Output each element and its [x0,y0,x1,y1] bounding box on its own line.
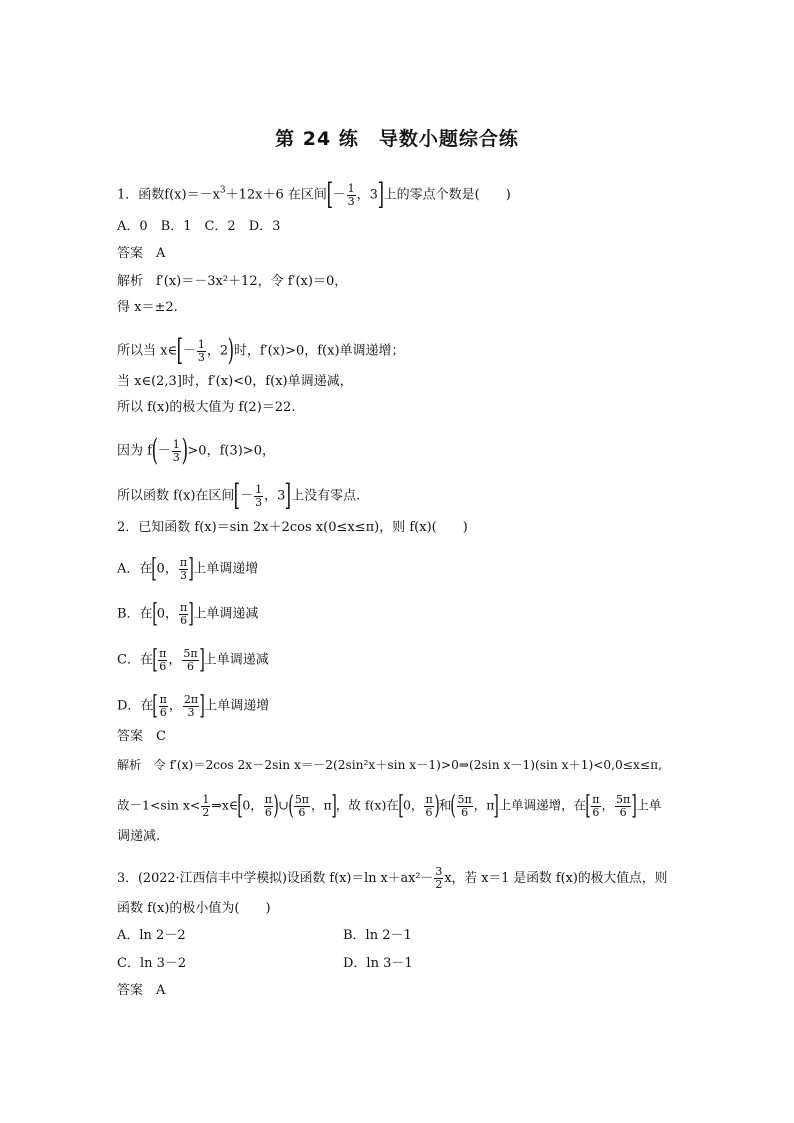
frac-num: π [179,555,188,569]
q1-answer: 答案 A [117,246,166,261]
q3-option-d: D．ln 3－1 [343,956,413,971]
fraction [434,866,443,891]
q1-solution-5: 所以 f(x)的极大值为 f(2)＝22. [117,400,296,415]
q2-optB-a: B．在 [117,606,153,622]
fraction [264,794,273,819]
paren-right: ) [181,433,188,468]
frac-num: 1 [202,792,210,806]
bracket-right: ] [631,791,638,821]
fraction [201,794,210,819]
fraction [158,648,167,673]
frac-den: 3 [172,450,180,464]
frac-den: 3 [197,350,205,364]
q3-stem-a: 3．(2022·江西信丰中学模拟)设函数 f(x)＝ln x＋ax²－ [117,871,434,886]
q1-sol3-b: 时，f′(x)>0，f(x)单调递增； [233,343,405,359]
q1-sol3-a: 所以当 x∈ [117,343,178,359]
frac-num: π [425,792,433,806]
q1-options: A．0 B．1 C．2 D．3 [117,219,281,234]
fraction [457,794,473,819]
paren-right: ) [273,791,279,821]
q2-optD-b: 上单调递增 [204,698,270,714]
paren-right: ) [227,333,235,368]
frac-num: 5π [294,792,310,806]
fraction [197,339,206,364]
q1-stem-d: 上的零点个数是( ) [383,187,511,203]
q2-sol2-e: 和 [438,797,452,813]
fraction [179,557,188,582]
q1-solution-2: 得 x＝±2. [117,300,178,315]
q2-option-b [117,601,258,627]
bracket-left: [ [237,791,244,821]
q2-optA-a: A．在 [117,561,153,577]
bracket-left: [ [151,599,158,629]
q2-option-c: C．在[ $\frac{\pi}{6}$ ， $\frac{5\pi}{6}$ ]上单调递减 [117,645,269,675]
interval-end: ，π [473,797,495,813]
q1-sol7-b: 上没有零点. [291,488,361,504]
frac-den: 3 [347,194,355,208]
bracket-right: ] [493,791,500,821]
frac-num: 2π [183,692,199,706]
bracket-right: ] [199,691,205,721]
q1-solution-1: 解析 f′(x)＝－3x²＋12，令 f′(x)＝0， [117,274,348,289]
bracket-right: ] [331,791,337,821]
interval-end: ，π [311,797,332,813]
bracket-left: [ [234,478,241,513]
q1-solution-6 [117,433,275,468]
bracket-left: [ [585,791,591,821]
fraction [182,648,198,673]
q2-stem: 2．已知函数 f(x)＝sin 2x＋2cos x(0≤x≤π)，则 f(x)( ) [117,520,468,535]
bracket-right: ] [198,645,205,675]
frac-den: 6 [264,805,272,819]
q3-stem-b: x，若 x＝1 是函数 f(x)的极大值点，则 [444,871,668,886]
frac-den: 6 [180,613,188,627]
q2-sol2-b: ⇒x∈ [211,797,239,813]
q2-option-d: D．在[ $\frac{\pi}{6}$ ， $\frac{2\pi}{3}$ ]上单调递增 [117,691,270,721]
neg-sign: － [332,187,346,203]
frac-num: 1 [197,337,205,351]
frac-den: 3 [255,495,263,509]
fraction [591,794,600,819]
frac-num: 5π [183,646,198,660]
fraction [294,794,310,819]
bracket-left: [ [176,333,184,368]
q2-optD-a: D．在 [117,698,154,714]
frac-den: 6 [186,659,194,673]
q3-option-b: B．ln 2－1 [343,928,412,943]
frac-num: π [264,792,273,806]
frac-num: π [159,692,167,706]
frac-den: 6 [298,805,306,819]
q1-solution-3 [117,333,405,368]
bracket-left: [ [152,691,159,721]
q2-sol2-a: 故－1<sin x< [117,797,201,813]
fraction [179,602,188,627]
frac-num: 1 [172,437,180,451]
frac-den: 2 [435,878,443,891]
frac-num: π [180,600,188,614]
page-title: 第 24 练 导数小题综合练 [275,128,519,150]
q3-answer: 答案 A [117,983,166,998]
fraction [615,794,631,819]
frac-num: 5π [616,792,631,806]
bracket-left: [ [398,791,404,821]
neg-sign: － [182,343,196,359]
frac-den: 3 [187,705,195,719]
q1-stem-a: 1．函数 [117,187,165,203]
q1-sol6-a: 因为 f [117,443,152,459]
q2-answer: 答案 C [117,729,166,744]
q3-option-c: C．ln 3－2 [117,956,187,971]
fraction [159,694,168,719]
q2-option-a [117,556,258,582]
paren-right: ) [433,791,440,821]
frac-den: 6 [159,659,167,673]
frac-num: 5π [457,792,472,806]
interval-end: ，2 [206,343,229,359]
q1-sol6-b: >0，f(3)>0， [187,443,275,459]
frac-den: 6 [592,805,600,819]
paren-left: ( [151,433,159,468]
q1-solution-4: 当 x∈(2,3]时，f′(x)<0，f(x)单调递减， [117,374,353,389]
q2-solution-2: 故－1<sin x< $\frac{1}{2}$ ⇒x∈[0， $\frac{\pi}{6}$ )∪( $\frac{5\pi}{6}$ ，π]，故 f(x)在[0， $\frac{\pi}{6}$ )和( $\frac{5\pi}{6}$ ，π]上单调递增，在[ $\frac{\pi}{6}$ ， $\frac{5\pi}{6}$ ]上单 [117,791,662,821]
q3-option-a: A．ln 2－2 [117,928,186,943]
neg-sign: － [157,443,171,459]
frac-num: 1 [255,482,263,496]
interval-start: 0， [156,606,178,622]
fraction [347,183,356,208]
q2-solution-3: 调递减. [117,829,161,844]
q2-sol2-f: 上单调递增，在 [498,797,587,813]
q1-stem-b: f(x)＝－x [164,187,220,203]
interval-start: 0， [402,797,424,813]
frac-den: 6 [425,805,433,819]
q2-sol2-g: 上单 [636,797,662,813]
bracket-right: ] [188,554,194,584]
q1-sol7-a: 所以函数 f(x)在区间 [117,488,235,504]
bracket-right: ] [377,177,385,212]
q2-sol2-c: ∪ [278,797,289,813]
interval-end: ，3 [264,488,286,504]
fraction [254,484,263,509]
q1-solution-7 [117,478,361,513]
bracket-left: [ [152,645,158,675]
frac-num: π [159,646,167,660]
q2-optC-a: C．在 [117,652,153,668]
interval-start: 0， [242,797,263,813]
bracket-left: [ [326,177,334,212]
fraction [183,694,199,719]
frac-num: 3 [435,865,443,878]
bracket-left: [ [151,554,158,584]
q1-exp: 3 [219,185,226,196]
paren-left: ( [450,791,457,821]
frac-num: π [592,792,600,806]
interval-start: 0， [156,561,178,577]
frac-den: 6 [159,705,167,719]
bracket-right: ] [285,478,292,513]
paren-left: ( [287,791,294,821]
fraction [172,439,181,464]
q1-stem [117,177,511,212]
q3-stem [117,866,667,891]
q1-stem-c: ＋12x＋6 在区间 [225,187,327,203]
q2-sol2-d: ，故 f(x)在 [335,797,399,813]
interval-end: ，3 [356,187,378,203]
q3-stem-2: 函数 f(x)的极小值为( ) [117,901,271,916]
frac-num: 1 [347,181,355,195]
frac-den: 3 [179,568,187,582]
frac-den: 6 [461,805,469,819]
q2-optA-b: 上单调递增 [193,561,259,577]
q2-solution-1: 解析 令 f′(x)＝2cos 2x－2sin x＝－2(2sin²x＋sin x－1)>0⇒(2sin x－1)(sin x＋1)<0,0≤x≤π, [117,758,662,772]
q2-optB-b: 上单调递减 [193,606,259,622]
q2-optC-b: 上单调递减 [203,652,269,668]
frac-den: 2 [202,805,210,819]
bracket-right: ] [188,599,195,629]
frac-den: 6 [619,805,627,819]
neg-sign: － [240,488,254,504]
fraction [424,794,433,819]
